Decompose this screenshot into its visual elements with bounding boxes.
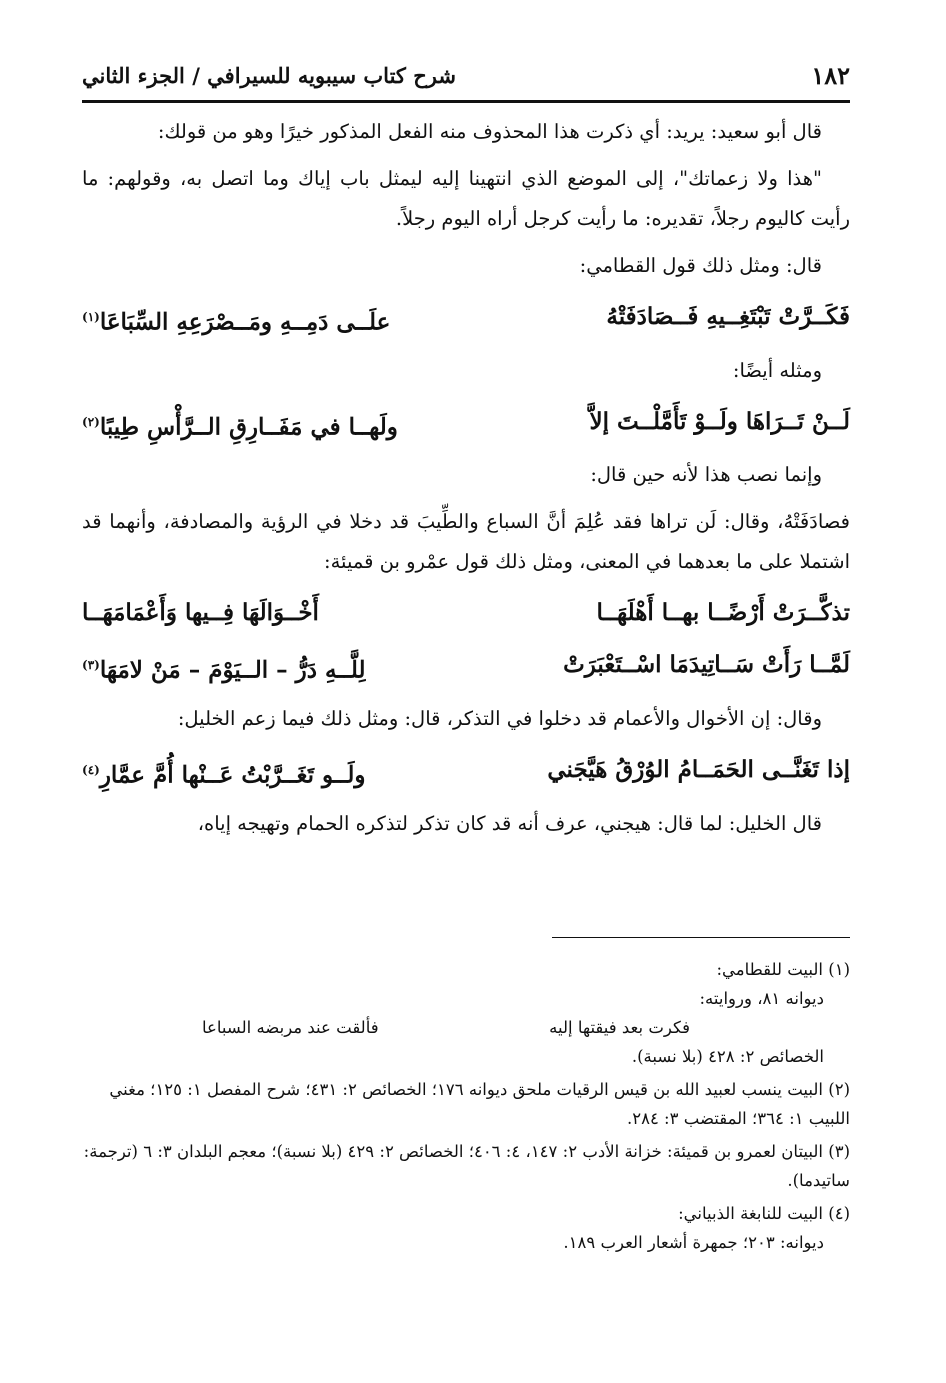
verse-line [82,641,850,695]
footnote-marker: (٤) [82,762,100,777]
footnote-text: ديوانه: ٢٠٣؛ جمهرة أشعار العرب ١٨٩. [563,1233,824,1252]
main-text [82,112,850,851]
paragraph: قال أبو سعيد: يريد: أي ذكرت هذا المحذوف منه الفعل المذكور خيرًا وهو من قولك: [157,120,822,143]
paragraph: وإنما نصب هذا لأنه حين قال: [590,463,822,487]
footnote-text: ديوانه ٨١، وروايته: [699,989,824,1008]
footnote-verse [82,1013,850,1042]
verse-line [82,398,850,452]
page-number: ١٨٢ [811,60,850,90]
paragraph: قال: ومثل ذلك قول القطامي: [579,254,822,277]
paragraph: قال الخليل: لما قال: هيجني، عرف أنه قد كان تذكر لتذكره الحمام وتهيجه إياه، [197,811,822,835]
verse-line [82,746,850,800]
verse-second-hemistich: أَخْــوَالَهَا فِــيها وَأَعْمَامَهَــا [82,599,319,627]
footnote-2: (٢) البيت ينسب لعبيد الله بن قيس الرقيات ملحق ديوانه ١٧٦؛ الخصائص ٢: ٤٣١؛ شرح المفصل ١: ١٢٥؛ مغني اللبيب ١: ٣٦٤؛ المقتضب ٣: ٢٨٤. [109,1080,850,1128]
header-rule [82,100,850,103]
verse-second-hemistich: لِلَّــهِ دَرُّ – الــيَوْمَ – مَنْ لامَهَا$^{(٣)}$ [82,656,366,684]
verse-second-hemistich: ولَــو تَغَــرَّبْتُ عَــنْها أُمَّ عمَّارِ$^{(٤)}$ [82,761,366,789]
verse-second-hemistich: علَــى دَمِــهِ ومَــصْرَعِهِ السِّبَاعَا$^{(١)}$ [82,308,391,336]
verse-first-hemistich: فَكَــرَّتْ تَبْتَغِــيهِ فَــصَادَفَتْهُ [606,303,850,330]
verse-line [82,589,850,637]
footnote-4 [82,1199,850,1257]
paragraph: ومثله أيضًا: [732,358,822,382]
paragraph: فصادَفَتْهُ، وقال: لَن تراها فقد عُلِمَ أنَّ السباع والطِّيبَ قد دخلا في الرؤية والمصادفة، وأنهما قد اشتملا على ما بعدهما في المعنى، ومثل ذلك قول عمْرو بن قميئة: [82,510,850,574]
footnote-verse-second: فألقت عند مربضه السباعا [202,1018,379,1037]
footnote-1 [82,955,850,1071]
running-title: شرح كتاب سيبويه للسيرافي / الجزء الثاني [82,62,456,88]
footnote-marker: (٢) [82,414,100,429]
footnotes [82,955,850,1261]
footnote-marker: (١) [82,310,100,324]
footnote-3: (٣) البيتان لعمرو بن قميئة: خزانة الأدب ٢: ١٤٧، ٤: ٤٠٦؛ الخصائص ٢: ٤٢٩ (بلا نسبة)؛ معجم البلدان ٣: ٦ (ترجمة: ساتيدما). [83,1142,850,1190]
verse-line [82,293,850,347]
footnote-text: (١) البيت للقطامي: [716,960,850,979]
verse-second-hemistich: ولَهــا في مَفَــارِقِ الــرَّأْسِ طِيبًا$^{(٢)}$ [82,413,398,441]
page-header [82,52,850,98]
verse-first-hemistich: إذا تَغَنَّــى الحَمَــامُ الوُرْقُ هَيَّجَني [547,755,850,783]
footnote-separator [552,937,850,938]
paragraph: وقال: إن الأخوال والأعمام قد دخلوا في التذكر، قال: ومثل ذلك فيما زعم الخليل: [177,706,822,730]
footnote-text: (٤) البيت للنابغة الذبياني: [678,1204,850,1223]
footnote-text: الخصائص ٢: ٤٢٨ (بلا نسبة). [631,1047,824,1066]
paragraph: "هذا ولا زعماتك"، إلى الموضع الذي انتهينا إليه ليمثل باب إياك وما اتصل به، وقولهم: ما رأيت كاليوم رجلاً، تقديره: ما رأيت كرجل أراه اليوم رجلاً. [82,167,850,230]
verse-first-hemistich: لَمَّــا رَأَتْ سَــاتِيدَمَا اسْــتَعْبَرَتْ [563,651,850,679]
verse-first-hemistich: تذكَّــرَتْ أَرْضًــا بهــا أَهْلَهَــا [596,599,850,627]
verse-first-hemistich: لَــنْ تَــرَاهَا ولَــوْ تَأَمَّلْــتَ إلاَّ [589,407,850,435]
footnote-marker: (٣) [82,658,100,673]
footnote-verse-first: فكرت بعد فيقتها إليه [549,1018,690,1037]
